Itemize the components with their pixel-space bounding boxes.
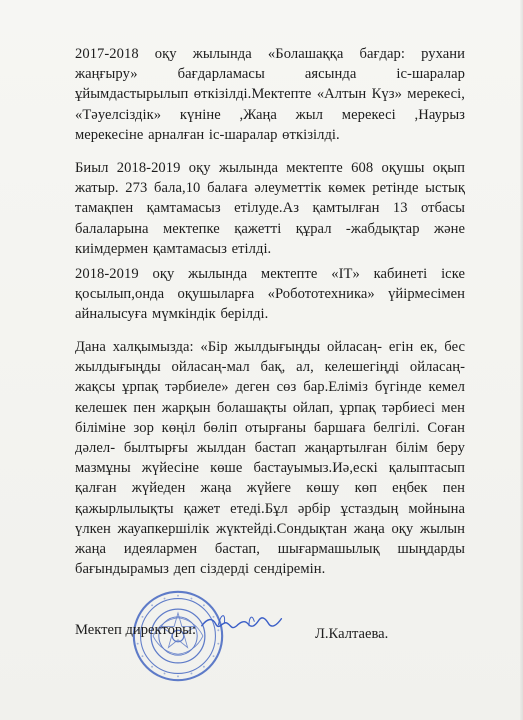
paragraph-block-2: [75, 158, 465, 259]
paragraph-4: Дана халқымызда: «Бір жылдығыңды ойласаң- егін ек, бес жылдығыңды ойласаң-мал бақ, ал, келешегіңді ойласаң- жақсы ұрпақ тәрбиеле» деген сөз бар.Еліміз бүгінде кемел келешек пен жарқын болашақты ойлап, ұрпақ тәрбиесі мен біліміне зор көңіл бөліп отырғаны баршаға белгілі. Соған дәлел- былтырғы жылдан бастап жаңартылған білім беру мазмұны жүйесіне көше бастауымыз.Иә,ескі қалыптасып қалған жүйеден жаңа жүйеге көшу көп еңбек пен қажырлылықты қажет етеді.Бұл әрбір ұстаздың мойнына үлкен жауапкершілік жүктейді.Сондықтан жаңа оқу жылын жаңа идеялармен бастап, шығармашылық шыңдарды бағындырамыз деп сіздерді сендіремін.: [75, 339, 465, 578]
signatory-name: Л.Калтаева.: [315, 626, 389, 642]
paragraph-2: Биыл 2018-2019 оқу жылында мектепте 608 оқушы оқып жатыр. 273 бала,10 балаға әлеуметтік көмек ретінде ыстық тамақпен қамтамасыз етілуде.Аз қамтылған 13 отбасы балаларына мектепке қажетті құрал -жабдықтар және киімдермен қамтамасыз етілді.: [75, 160, 465, 257]
paragraph-1: 2017-2018 оқу жылында «Болашаққа бағдар: рухани жаңғыру» бағдарламасы аясында іс-шаралар ұйымдастырылып өткізілді.Мектепте «Алтын Күз» мерекесі, «Тәуелсіздік» күніне ,Жаңа жыл мерекесі ,Наурыз мерекесіне арналған іс-шаралар өткізілді.: [75, 46, 465, 143]
paragraph-block-1: [75, 44, 465, 145]
signature-row: [75, 620, 465, 644]
paragraph-block-4: [75, 337, 465, 579]
paragraph-block-3: [75, 264, 465, 325]
signature-title: Мектеп директоры:: [75, 622, 197, 638]
paragraph-3: 2018-2019 оқу жылында мектепте «IT» кабинеті іске қосылып,онда оқушыларға «Робототехника» үйірмесімен айналысуға мүмкіндік берілді.: [75, 266, 465, 323]
